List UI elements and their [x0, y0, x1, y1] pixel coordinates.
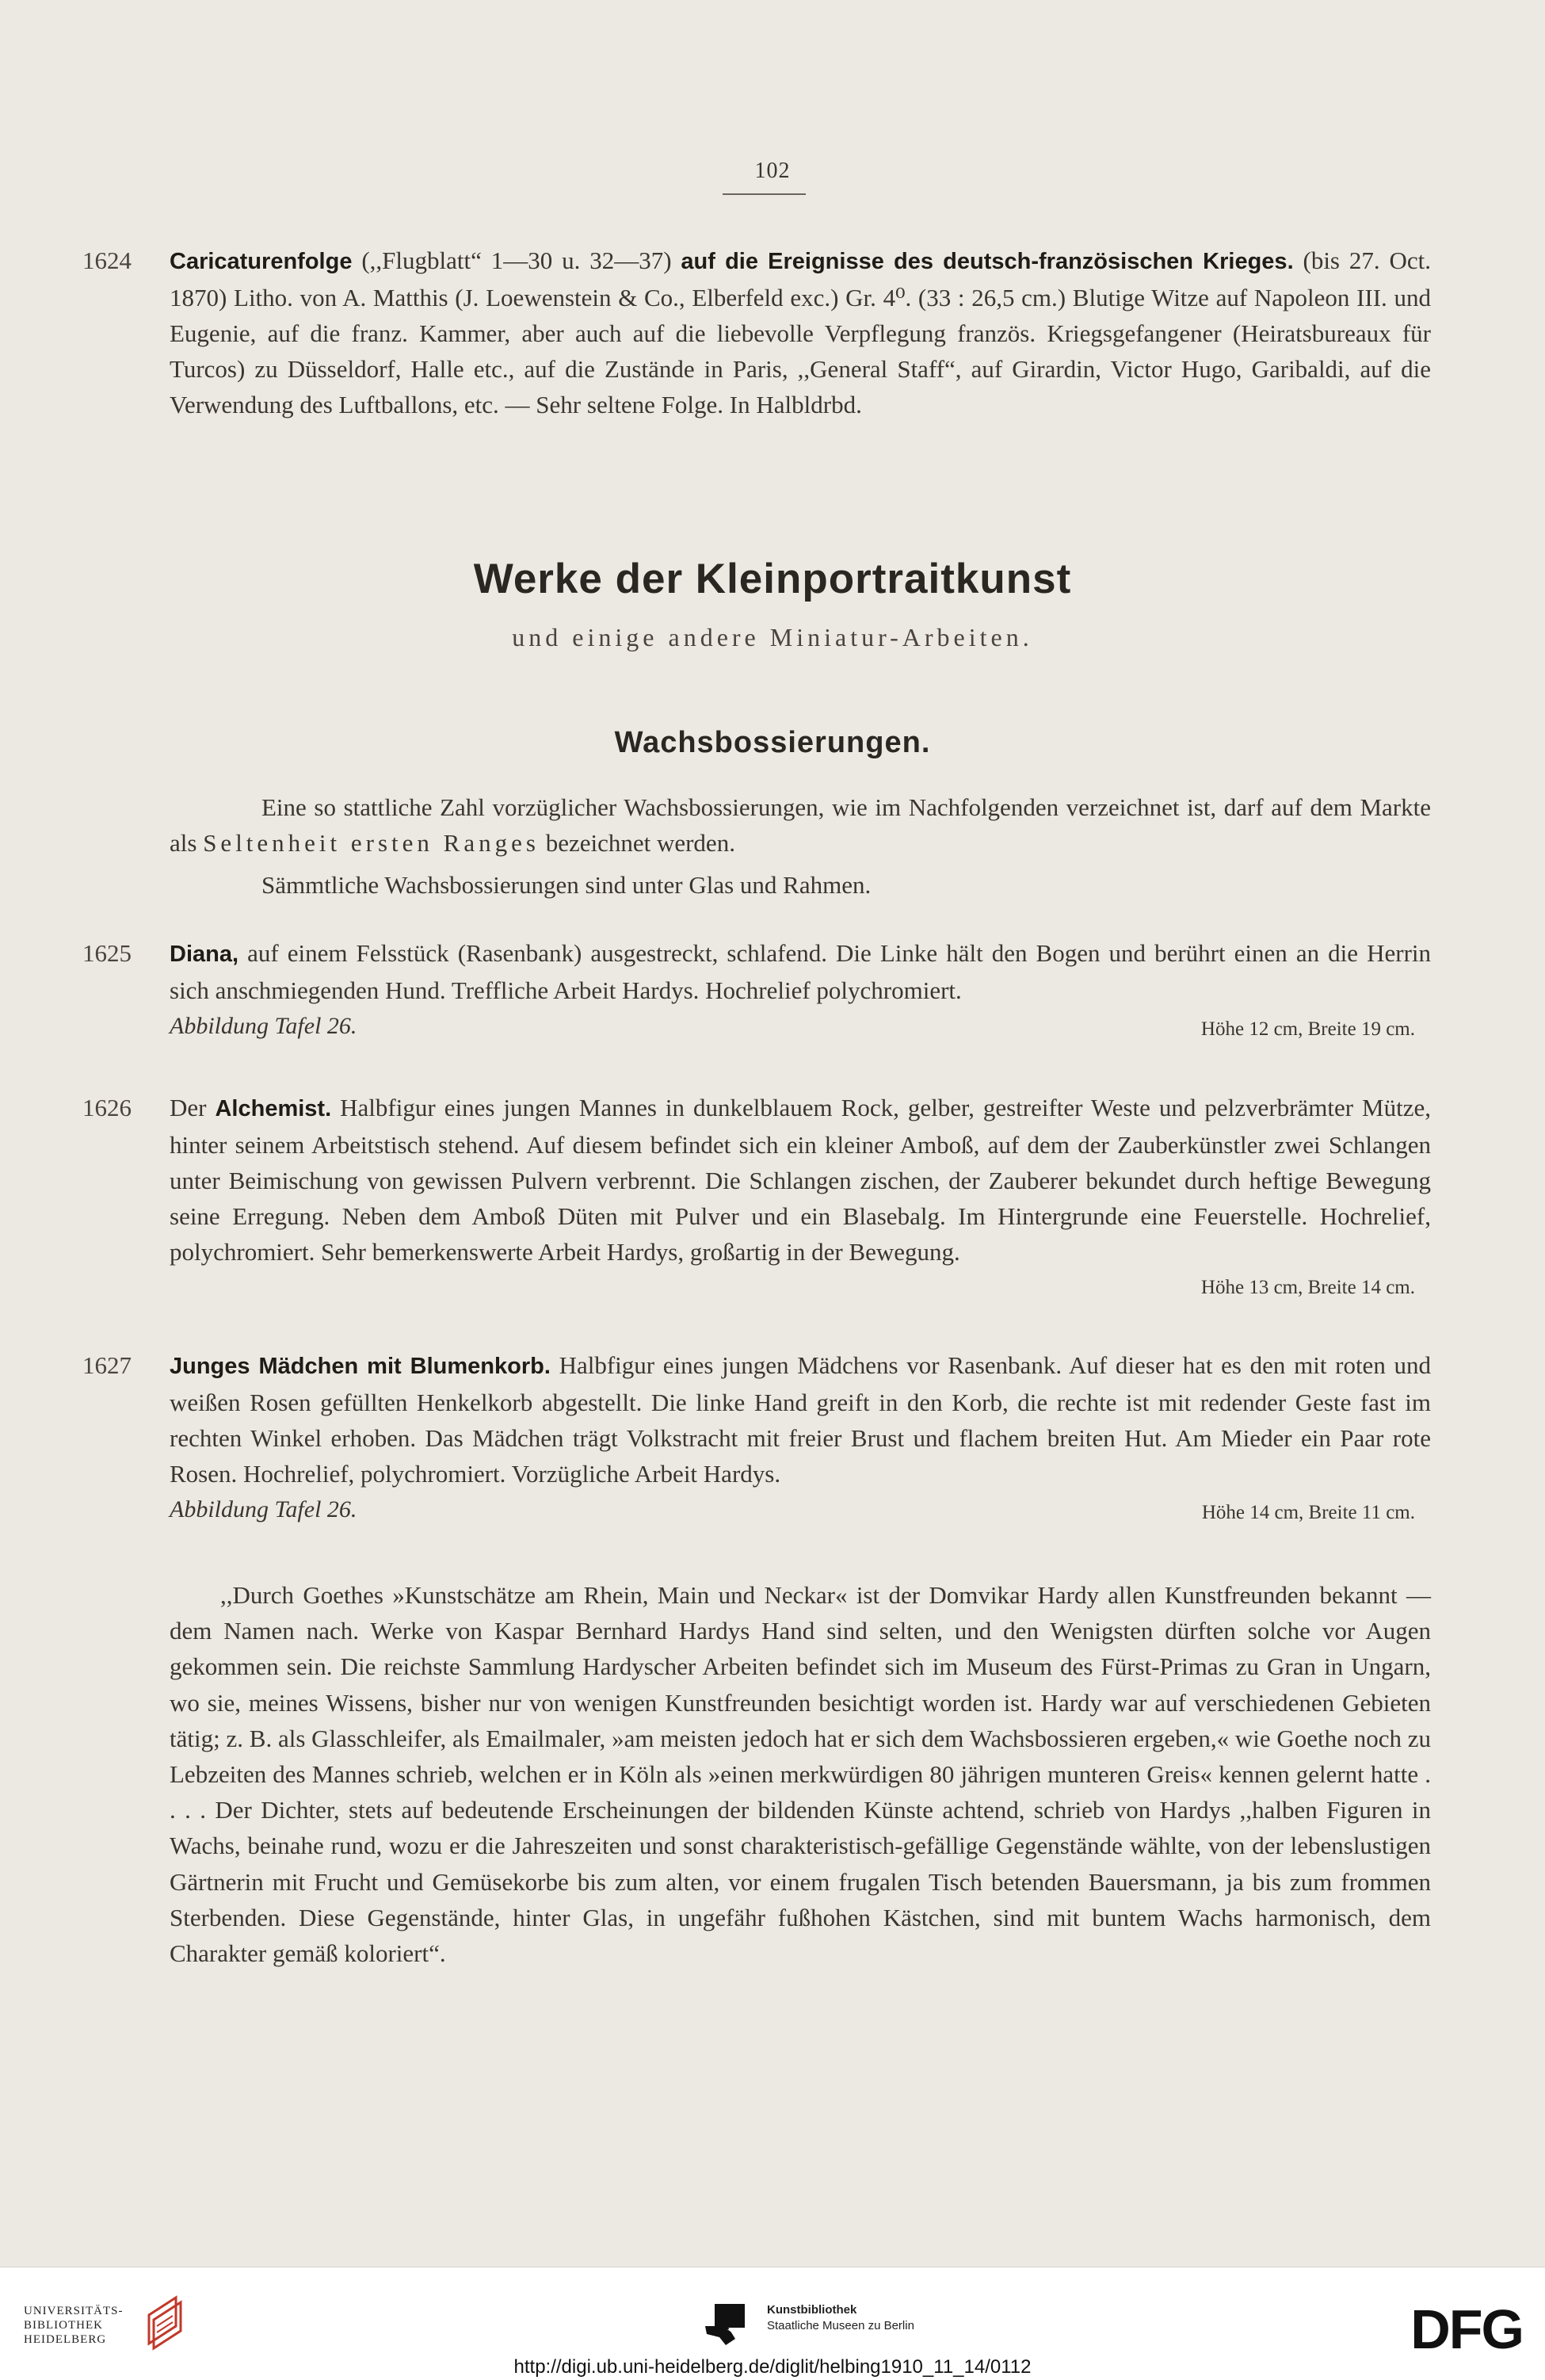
entry-title: Caricaturenfolge [170, 249, 353, 274]
intro-paragraph [170, 789, 1431, 903]
intro-note: Sämmtliche Wachsbossierungen sind unter Glas und Rahmen. [261, 871, 872, 899]
catalog-entry-1627 [82, 1347, 1431, 1527]
dimensions: Höhe 12 cm, Breite 19 cm. [1200, 1018, 1415, 1040]
entry-title: Junges Mädchen mit Blumenkorb. [170, 1354, 551, 1379]
entry-title: Diana, [170, 942, 239, 967]
intro-text-a: Eine so stattliche Zahl vorzüglicher Wachsbossierungen, wie im Nachfolgenden verzeichnet ist, darf auf dem Markte als [170, 793, 1431, 857]
book-page-icon [141, 2294, 189, 2351]
digitization-footer [0, 2267, 1545, 2380]
intro-text-b: bezeichnet werden. [539, 829, 735, 857]
kunstbibliothek-label: Kunstbibliothek Staatliche Museen zu Berlin [767, 2303, 914, 2332]
entry-body: Halbfigur eines jungen Mannes in dunkelblauem Rock, gelber, gestreifter Weste und pelzverbrämter Mütze, hinter seinem Arbeitstisch stehend. Auf diesem befindet sich ein kleiner Amboß, auf dem der Zauberkünstler zwei Schlangen unter Beimischung von gewissen Pulvern verbrennt. Die Schlangen zischen, der Zauberer bekundet durch heftige Bewegung seine Erregung. Neben dem Amboß Düten mit Pulver und ein Blasebalg. Im Hintergrunde eine Feuerstelle. Hochrelief, polychromiert. Sehr bemerkenswerte Arbeit Hardys, großartig in der Bewegung. [170, 1094, 1431, 1266]
dimensions: Höhe 13 cm, Breite 14 cm. [1200, 1277, 1415, 1298]
entry-body: (bis 27. Oct. 1870) Litho. von A. Matthis (J. Loewenstein & Co., Elberfeld exc.) Gr. 4⁰. (33 : 26,5 cm.) Blutige Witze auf Napoleon III. und Eugenie, auf die franz. Kammer, aber auch auf die liebevolle Verpflegung französ. Kriegsgefangener (Heiratsbureaux für Turcos) zu Düsseldorf, Halle etc., auf die Zustände in Paris, ,,General Staff“, auf Girardin, Victor Hugo, Garibaldi, auf die Verwendung des Luftballons, etc. — Sehr seltene Folge. In Halbldrbd. [170, 246, 1431, 418]
entry-subtitle: (,,Flugblatt“ 1—30 u. 32—37) [352, 246, 681, 274]
hardy-quote-paragraph: ,,Durch Goethes »Kunstschätze am Rhein, Main und Neckar« ist der Domvikar Hardy allen Kunstfreunden bekannt — dem Namen nach. Werke von Kaspar Bernhard Hardys Hand sind selten, und den Wenigsten dürften solche vor Augen gekommen sein. Die reichste Sammlung Hardyscher Arbeiten befindet sich im Museum des Fürst-Primas zu Gran in Ungarn, wo sie, meines Wissens, bisher nur von wenigen Kunstfreunden besichtigt worden ist. Hardy war auf verschiedenen Gebieten tätig; z. B. als Glasschleifer, als Emailmaler, »am meisten jedoch hat er sich dem Wachsbossieren ergeben,« wie Goethe noch zu Lebzeiten des Mannes schrieb, welchen er in Köln als »einen merkwürdigen 80 jährigen munteren Greis« kennen gelernt hatte . . . . Der Dichter, stets auf bedeutende Erscheinungen der bildenden Künste achtend, schrieb von Hardys ,,halben Figuren in Wachs, beinahe rund, wozu er die Jahreszeiten und sonst charakteristisch-gefällige Gegenstände wählte, von der lebenslustigen Gärtnerin mit Frucht und Gemüsekorbe bis zum alten, vor einem frugalen Tisch betenden Bauersmann, ja bis zum frommen Sterbenden. Diese Gegenstände, hinter Glas, in ungefähr fußhohen Kästchen, sind mit buntem Wachs harmonisch, dem Charakter gemäß koloriert“. [170, 1581, 1431, 1968]
figure-caption: Abbildung Tafel 26. [170, 1013, 357, 1039]
entry-number: 1625 [82, 939, 132, 967]
entry-body: auf einem Felsstück (Rasenbank) ausgestreckt, schlafend. Die Linke hält den Bogen und berührt einen an die Herrin sich anschmiegenden Hund. Treffliche Arbeit Hardys. Hochrelief polychromiert. [170, 939, 1431, 1004]
entry-number: 1624 [82, 246, 132, 274]
catalog-entry-1625 [82, 935, 1431, 1044]
section-subtitle: und einige andere Miniatur-Arbeiten. [512, 623, 1033, 651]
dimensions: Höhe 14 cm, Breite 11 cm. [1201, 1502, 1415, 1523]
section-title: Werke der Kleinportraitkunst [473, 556, 1072, 602]
entry-body: Halbfigur eines jungen Mädchens vor Rasenbank. Auf dieser hat es den mit roten und weißen Rosen gefüllten Henkelkorb abgestellt. Die linke Hand greift in den Korb, die rechte ist mit redender Geste fast im rechten Winkel erhoben. Das Mädchen trägt Volkstracht mit freier Brust und flachem breiten Hut. Am Mieder ein Paar rote Rosen. Hochrelief, polychromiert. Vorzügliche Arbeit Hardys. [170, 1351, 1431, 1488]
eagle-icon [704, 2302, 748, 2347]
page-number: 102 [754, 159, 791, 183]
entry-number: 1626 [82, 1094, 132, 1121]
university-library-label: UNIVERSITÄTS- BIBLIOTHEK HEIDELBERG [24, 2305, 124, 2346]
subsection-title: Wachsbossierungen. [614, 726, 931, 759]
source-url[interactable]: http://digi.ub.uni-heidelberg.de/diglit/helbing1910_11_14/0112 [513, 2356, 1032, 2378]
entry-number: 1627 [82, 1351, 132, 1379]
figure-caption: Abbildung Tafel 26. [170, 1496, 357, 1522]
page-number-rule [723, 193, 806, 195]
intro-emphasis: Seltenheit ersten Ranges [203, 829, 540, 857]
catalog-entry-1624 [82, 243, 1431, 422]
catalog-entry-1626 [82, 1090, 1431, 1305]
dfg-logo: DFG [1410, 2298, 1523, 2360]
entry-title-continued: auf die Ereignisse des deutsch-französischen Krieges. [681, 249, 1294, 274]
entry-title: Alchemist. [215, 1096, 332, 1121]
entry-prefix: Der [170, 1094, 216, 1121]
